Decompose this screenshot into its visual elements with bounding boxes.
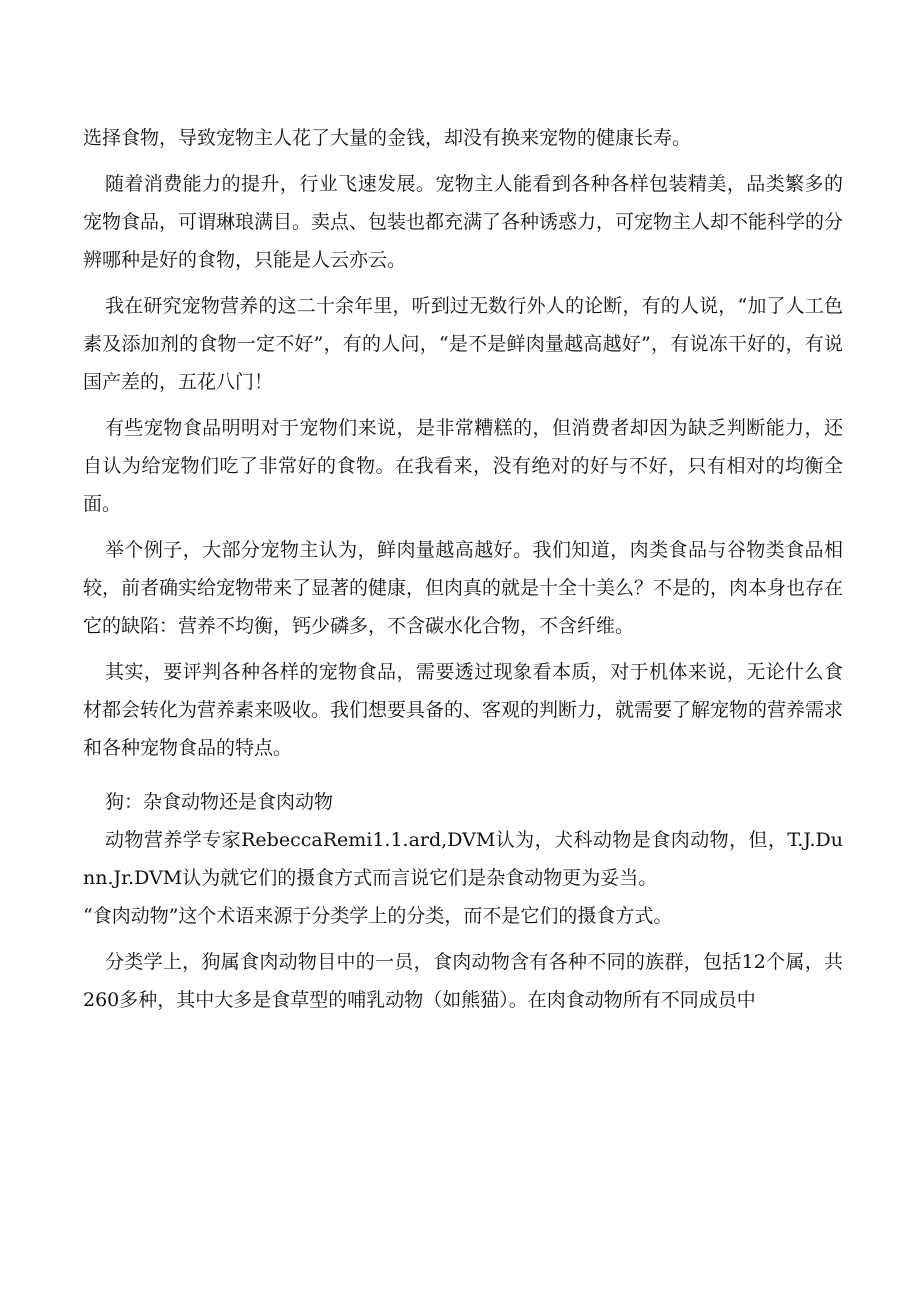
paragraph-2: 随着消费能力的提升，行业飞速发展。宠物主人能看到各种各样包装精美，品类繁多的宠物食品，可谓琳琅满目。卖点、包装也都充满了各种诱惑力，可宠物主人却不能科学的分辨哪种是好的食物，只能是人云亦云。 xyxy=(83,173,844,271)
section-heading: 狗：杂食动物还是食肉动物 xyxy=(105,791,334,813)
paragraph-9: 分类学上，狗属食肉动物目中的一员，食肉动物含有各种不同的族群，包括12个属，共260多种，其中大多是食草型的哺乳动物（如熊猫）。在肉食动物所有不同成员中 xyxy=(83,951,843,1011)
paragraph-8: “食肉动物”这个术语来源于分类学上的分类，而不是它们的摄食方式。 xyxy=(83,905,673,927)
paragraph-4: 有些宠物食品明明对于宠物们来说，是非常糟糕的，但消费者却因为缺乏判断能力，还自认为给宠物们吃了非常好的食物。在我看来，没有绝对的好与不好，只有相对的均衡全面。 xyxy=(83,417,843,515)
paragraph-1: 选择食物，导致宠物主人花了大量的金钱，却没有换来宠物的健康长寿。 xyxy=(83,127,692,149)
paragraph-6: 其实，要评判各种各样的宠物食品，需要透过现象看本质，对于机体来说，无论什么食材都会转化为营养素来吸收。我们想要具备的、客观的判断力，就需要了解宠物的营养需求和各种宠物食品的特点。 xyxy=(83,661,844,759)
document-body xyxy=(83,119,843,1027)
paragraph-5: 举个例子，大部分宠物主认为，鲜肉量越高越好。我们知道，肉类食品与谷物类食品相较，前者确实给宠物带来了显著的健康，但肉真的就是十全十美么？不是的，肉本身也存在它的缺陷：营养不均衡，钙少磷多，不含碳水化合物，不含纤维。 xyxy=(83,539,844,637)
paragraph-7: 动物营养学专家RebeccaRemi1.1.ard,DVM认为，犬科动物是食肉动物，但，T.J.Dunn.Jr.DVM认为就它们的摄食方式而言说它们是杂食动物更为妥当。 xyxy=(83,829,843,889)
paragraph-3: 我在研究宠物营养的这二十余年里，听到过无数行外人的论断，有的人说，“加了人工色素及添加剂的食物一定不好”，有的人问，“是不是鲜肉量越高越好”，有说冻干好的，有说国产差的，五花八门！ xyxy=(83,295,843,393)
